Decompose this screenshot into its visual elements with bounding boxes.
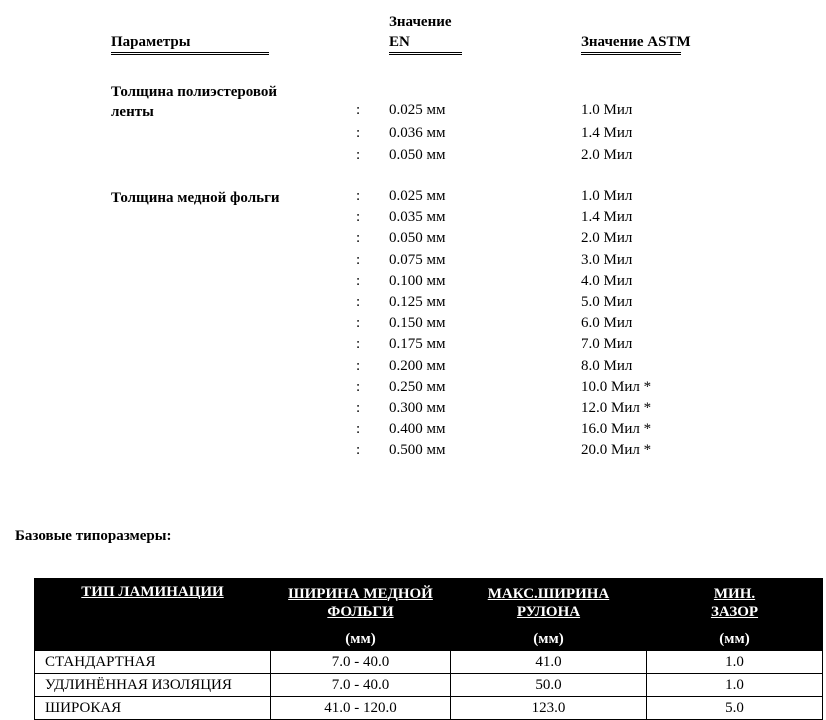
polyester-row-en-value: 0.036 мм: [389, 124, 446, 141]
th-roll-line2: РУЛОНА: [516, 604, 581, 620]
th-gap-line1: МИН.: [713, 586, 756, 602]
copper-row-en-value: 0.125 мм: [389, 294, 446, 310]
cell-type: ШИРОКАЯ: [35, 697, 271, 720]
cell-roll: 123.0: [451, 697, 647, 720]
copper-row-colon: :: [356, 378, 361, 395]
copper-row-en-value: 0.400 мм: [389, 421, 446, 438]
cell-width: 7.0 - 40.0: [271, 674, 451, 697]
th-gap: [647, 579, 823, 628]
copper-row-astm-value: 2.0 Мил: [581, 230, 633, 247]
copper-row-colon: :: [356, 442, 361, 459]
th-type: [35, 579, 271, 628]
copper-row-astm-value: 8.0 Мил: [581, 357, 633, 374]
lamination-table: [34, 578, 823, 720]
copper-row-colon: :: [356, 272, 361, 289]
polyester-row-astm-value: 1.4 Мил: [581, 124, 633, 141]
polyester-row-colon: :: [356, 124, 361, 141]
th-unit-gap: (мм): [647, 628, 823, 651]
polyester-row-astm-value: 2.0 Мил: [581, 147, 633, 163]
copper-row-astm-value: 1.4 Мил: [581, 209, 633, 226]
polyester-label-line1: Толщина полиэстеровой: [111, 84, 278, 100]
copper-row-colon: :: [356, 294, 361, 310]
copper-row-en-value: 0.100 мм: [389, 272, 446, 289]
th-unit-width: (мм): [271, 628, 451, 651]
copper-row-astm-value: 1.0 Мил: [581, 188, 633, 204]
polyester-row-colon: :: [356, 147, 361, 163]
copper-row-colon: :: [356, 315, 361, 332]
copper-row-astm-value: 16.0 Мил *: [581, 421, 652, 438]
th-roll-line1: МАКС.ШИРИНА: [487, 586, 610, 602]
copper-row-colon: :: [356, 357, 361, 374]
polyester-row-colon: :: [356, 102, 361, 118]
table-row: [35, 674, 823, 697]
copper-row-en-value: 0.175 мм: [389, 336, 446, 353]
lamination-table-body: [35, 651, 823, 720]
copper-row-en-value: 0.075 мм: [389, 251, 446, 268]
th-roll: [451, 579, 647, 628]
th-width-line1: ШИРИНА МЕДНОЙ: [288, 586, 433, 602]
copper-row-astm-value: 20.0 Мил *: [581, 442, 652, 459]
th-type-line1: ТИП ЛАМИНАЦИИ: [81, 584, 224, 600]
copper-row-astm-value: 5.0 Мил: [581, 294, 633, 310]
copper-row-colon: :: [356, 400, 361, 416]
header-params: Параметры: [111, 34, 269, 55]
copper-row-en-value: 0.500 мм: [389, 442, 446, 459]
copper-row-colon: :: [356, 421, 361, 438]
th-unit-roll: (мм): [451, 628, 647, 651]
copper-row-colon: :: [356, 230, 361, 247]
copper-row-en-value: 0.025 мм: [389, 188, 446, 204]
copper-row-astm-value: 12.0 Мил *: [581, 400, 652, 416]
section-title: Базовые типоразмеры:: [15, 528, 172, 544]
header-en-line1: Значение: [389, 14, 452, 30]
cell-type: УДЛИНЁННАЯ ИЗОЛЯЦИЯ: [35, 674, 271, 697]
cell-gap: 1.0: [647, 674, 823, 697]
th-width-line2: ФОЛЬГИ: [327, 604, 394, 620]
header-astm: Значение ASTM: [581, 34, 681, 55]
copper-row-astm-value: 4.0 Мил: [581, 272, 633, 289]
cell-width: 41.0 - 120.0: [271, 697, 451, 720]
copper-row-astm-value: 7.0 Мил: [581, 336, 633, 353]
th-width: [271, 579, 451, 628]
copper-row-colon: :: [356, 209, 361, 226]
copper-row-colon: :: [356, 188, 361, 204]
copper-row-en-value: 0.250 мм: [389, 378, 446, 395]
cell-roll: 41.0: [451, 651, 647, 674]
th-unit-blank: [35, 628, 271, 651]
table-row: [35, 651, 823, 674]
polyester-row-en-value: 0.025 мм: [389, 102, 446, 118]
polyester-label-line2: ленты: [111, 104, 154, 120]
lamination-table-wrap: [34, 578, 824, 714]
polyester-row-astm-value: 1.0 Мил: [581, 102, 633, 118]
copper-row-en-value: 0.200 мм: [389, 357, 446, 374]
th-gap-line2: ЗАЗОР: [710, 604, 759, 620]
cell-width: 7.0 - 40.0: [271, 651, 451, 674]
copper-row-en-value: 0.050 мм: [389, 230, 446, 247]
header-en-line2: EN: [389, 34, 462, 55]
copper-row-colon: :: [356, 251, 361, 268]
copper-label: Толщина медной фольги: [111, 190, 280, 206]
polyester-row-en-value: 0.050 мм: [389, 147, 446, 163]
copper-row-en-value: 0.035 мм: [389, 209, 446, 226]
cell-gap: 1.0: [647, 651, 823, 674]
copper-row-en-value: 0.300 мм: [389, 400, 446, 416]
cell-roll: 50.0: [451, 674, 647, 697]
copper-row-astm-value: 6.0 Мил: [581, 315, 633, 332]
copper-row-astm-value: 3.0 Мил: [581, 251, 633, 268]
copper-row-astm-value: 10.0 Мил *: [581, 378, 652, 395]
copper-row-en-value: 0.150 мм: [389, 315, 446, 332]
cell-type: СТАНДАРТНАЯ: [35, 651, 271, 674]
table-row: [35, 697, 823, 720]
cell-gap: 5.0: [647, 697, 823, 720]
copper-row-colon: :: [356, 336, 361, 353]
